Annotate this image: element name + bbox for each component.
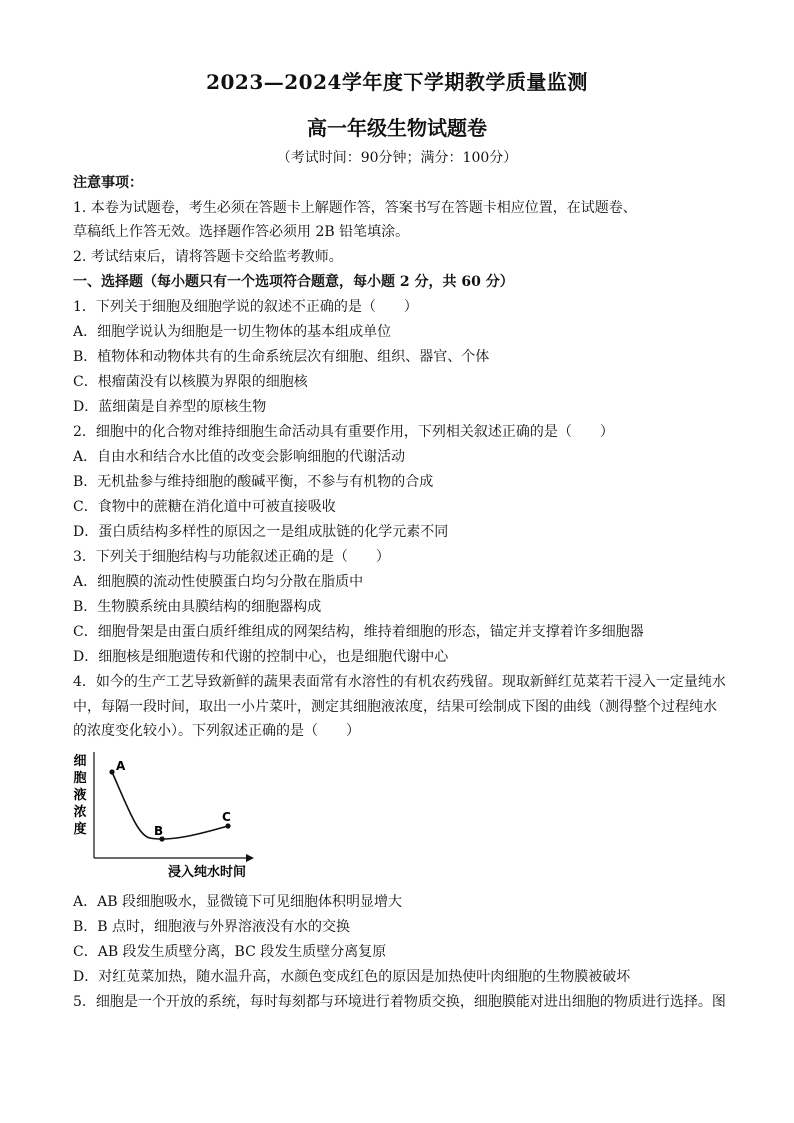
point-a-label: A (116, 759, 126, 773)
option-b: B．植物体和动物体共有的生命系统层次有细胞、组织、器官、个体 (73, 349, 490, 365)
option-b: B．生物膜系统由具膜结构的细胞器构成 (73, 599, 322, 615)
point-a-marker (109, 769, 114, 774)
exam-info: （考试时间：90分钟；满分：100分） (276, 150, 518, 166)
y-axis-label-char: 胞 (73, 771, 87, 786)
option-d: D．蛋白质结构多样性的原因之一是组成肽链的化学元素不同 (73, 524, 449, 540)
notes-line: 2. 考试结束后，请将答题卡交给监考教师。 (73, 249, 343, 265)
y-axis-label (73, 754, 86, 837)
y-axis-label-char: 液 (73, 788, 87, 803)
option-c: C．食物中的蔗糖在消化道中可被直接吸收 (73, 499, 336, 515)
option-d: D．细胞核是细胞遗传和代谢的控制中心，也是细胞代谢中心 (73, 649, 449, 665)
question-stem: 2．细胞中的化合物对维持细胞生命活动具有重要作用，下列相关叙述正确的是（ ） (73, 424, 614, 440)
question-stem: 4．如今的生产工艺导致新鲜的蔬果表面常有水溶性的有机农药残留。现取新鲜红苋菜若干浸入一定量纯水 (73, 674, 726, 690)
option-c: C．AB 段发生质壁分离，BC 段发生质壁分离复原 (73, 944, 387, 960)
question-stem: 中，每隔一段时间，取出一小片菜叶，测定其细胞液浓度，结果可绘制成下图的曲线（测得整个过程纯水 (73, 699, 717, 715)
x-axis-label: 浸入纯水时间 (168, 865, 247, 880)
y-axis-label-char: 细 (73, 754, 87, 769)
option-a: A．细胞膜的流动性使膜蛋白均匀分散在脂质中 (73, 574, 364, 590)
question-stem: 3．下列关于细胞结构与功能叙述正确的是（ ） (73, 549, 390, 565)
option-a: A．AB 段细胞吸水，显微镜下可见细胞体积明显增大 (73, 894, 402, 910)
option-b: B．B 点时，细胞液与外界溶液没有水的交换 (73, 919, 351, 935)
x-axis-arrow (246, 854, 254, 862)
option-d: D．蓝细菌是自养型的原核生物 (73, 399, 267, 415)
section-heading: 一、选择题（每小题只有一个选项符合题意，每小题 2 分，共 60 分） (73, 274, 514, 290)
notes-line: 草稿纸上作答无效。选择题作答必须用 2B 铅笔填涂。 (73, 224, 410, 240)
exam-subtitle: 高一年级生物试题卷 (307, 116, 487, 140)
point-c-label: C (222, 810, 231, 824)
question-stem: 的浓度变化较小）。下列叙述正确的是（ ） (73, 723, 360, 739)
curve-line (112, 772, 228, 839)
y-axis-label-char: 浓 (73, 805, 87, 820)
point-c-marker (225, 823, 230, 828)
option-a: A．细胞学说认为细胞是一切生物体的基本组成单位 (73, 324, 392, 340)
y-axis-label-char: 度 (73, 822, 87, 837)
notes-heading: 注意事项： (73, 175, 143, 191)
question-stem: 1．下列关于细胞及细胞学说的叙述不正确的是（ ） (73, 299, 418, 315)
option-a: A．自由水和结合水比值的改变会影响细胞的代谢活动 (73, 449, 406, 465)
concentration-curve-graph (70, 748, 260, 884)
option-c: C．根瘤菌没有以核膜为界限的细胞核 (73, 374, 308, 390)
exam-title: 2023—2024学年度下学期教学质量监测 (206, 70, 588, 94)
option-c: C．细胞骨架是由蛋白质纤维组成的网架结构，维持着细胞的形态，锚定并支撑着许多细胞器 (73, 624, 644, 640)
notes-line: 1. 本卷为试题卷，考生必须在答题卡上解题作答，答案书写在答题卡相应位置，在试题卷、 (73, 200, 637, 216)
option-b: B．无机盐参与维持细胞的酸碱平衡，不参与有机物的合成 (73, 474, 434, 490)
option-d: D．对红苋菜加热，随水温升高，水颜色变成红色的原因是加热使叶肉细胞的生物膜被破坏 (73, 969, 631, 985)
point-b-label: B (154, 824, 164, 838)
question-stem: 5．细胞是一个开放的系统，每时每刻都与环境进行着物质交换，细胞膜能对进出细胞的物质进行选择。图 (73, 994, 726, 1010)
